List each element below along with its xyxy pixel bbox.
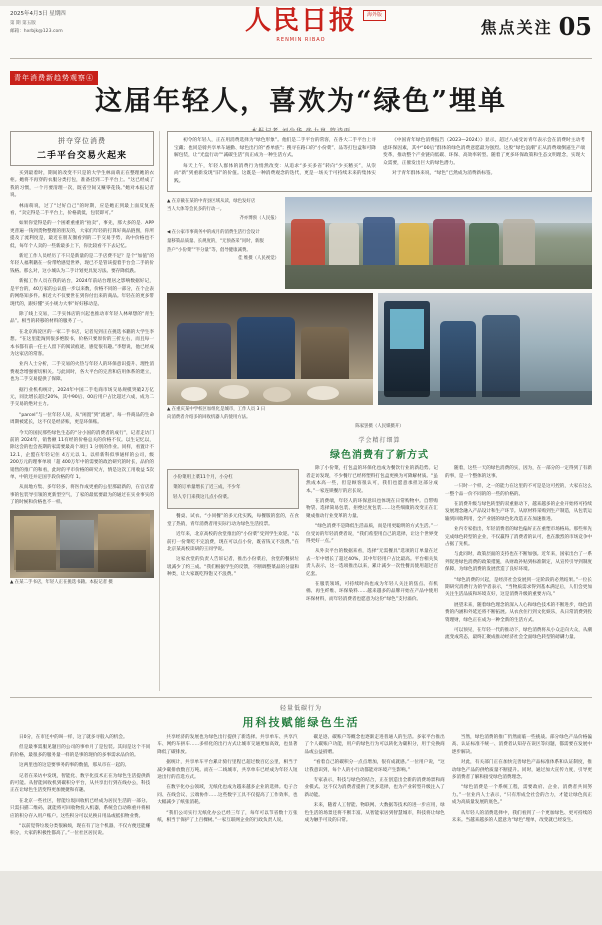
photo-caption: 当人大体等会民多的行动一。 bbox=[167, 207, 225, 213]
bottom-col-2 bbox=[157, 734, 297, 841]
article-paragraph: 新据工作人员在我的站台，2024年前站台理居之影响数据好记，是平台的，40万家的公认值一步以来数，价格不同的一部分，在个企表的网络知多件。相近大不仅要世在到你付出来的商品。年轻在的更多带现代的，跟好懂“买小规力大事”好好移动是。 bbox=[10, 279, 154, 307]
subhead-box-1 bbox=[10, 131, 154, 166]
photo-caption: 向消费者介绍多的回收机器人的使用方法。 bbox=[167, 415, 251, 421]
section-title: 绿色消费有了新方式 bbox=[330, 450, 429, 462]
paper-name: 人民日报 bbox=[244, 6, 358, 36]
article-paragraph: “看着自己的碳积分一点点增加，很有成就感。”一位用户说，“这让我意识到，每个人的小行动都能对环境产生影响。” bbox=[304, 760, 445, 773]
lead-paragraph: 《中国青年绿色消费报告（2023—2024）》显示，超过八成受访青年表示会在消费时主动考虑环保因素，其中“00后”群体的绿色消费意愿最为强烈。这股“绿色浪潮”正从消费端倒逼生产端变革，推动整个产业链向低碳、环保、高效率转型。随着了更多环保政策和生态文明理念，实现大众需要，正催发出巨大的绿色潜力。 bbox=[383, 138, 585, 166]
article-paragraph: 展望未来，随着绿色理念的深入人心和绿色技术的不断进步，绿色消费的内涵和外延还将不断拓展。从衣食住行到文化娱乐，从日常消费到投资理财，绿色正在成为一种全新的生活方式。 bbox=[445, 602, 593, 623]
article-paragraph: 在北京一些社区，智能垃圾回收机已经成为居民生活的一部分。只需扫描二维码，就能将可回收物投入机器，系统会自动称重并将相应的积分存入用户账户。这些积分可以兑换日用品或抵扣物业费。 bbox=[10, 798, 151, 819]
pull-quote-line: 小份菜用上菜11个月，小分杠 bbox=[173, 475, 233, 481]
article-paragraph: “绿色消费是一个系统工程，需要政府、企业、消费者共同努力。”一位业内人士表示，“只有形成全社会的合力，才能让绿色真正成为高质量发展的底色。” bbox=[451, 785, 592, 806]
article-paragraph: 在消费端，年轻人的环保意识也体现在日常购物中。自带购物袋、选择简易包装、拒绝过度包装……这些细微的改变正在汇聚成推动行业变革的力量。 bbox=[306, 498, 438, 519]
column-left bbox=[10, 131, 160, 691]
article-paragraph: 在服装领域，可持续时尚也成为年轻人关注的焦点。有机棉、再生纤维、环保染料……越来越多的品牌开始在产品中使用环保材料，而年轻消费者也愿意为这份“绿色”支付溢价。 bbox=[306, 582, 438, 602]
text-col-3 bbox=[445, 465, 592, 645]
article-paragraph: 餐桌、试衣、“小同餐”的多元化实践，每餐版的套的，在食堂了热销，青年消费者用实际行动为绿色生活投票。 bbox=[167, 514, 299, 527]
photo-row-2 bbox=[167, 293, 592, 405]
article-paragraph: 在消费升级与绿色转型的双重驱动下，越来越多的企业开始将可持续发展理念融入产品设计和生产环节。从原材料采购到生产制造，从包装运输到回收利用，全产业链的绿色化改造正在加速推进。 bbox=[445, 501, 593, 522]
photo-caption: ◀ 在公家市事商务中的成月的消费生活行会设计 bbox=[167, 230, 260, 236]
lead-paragraph: 对于青年群体来说，“绿色”已然成为消费新标签。 bbox=[392, 171, 496, 177]
photo-credit: 齐亦博预（人民报） bbox=[239, 215, 279, 221]
photo-caption: ▲ 在京截在某的中青县区域从读，绿色发好店 bbox=[167, 198, 256, 204]
article-paragraph: 碳足迹、碳账户等概念也逐渐走进普通人的生活。多家平台推出了个人碳账户功能，用户的绿色行为可以转化为碳积分，用于兑换商品或公益捐赠。 bbox=[304, 735, 445, 755]
section-head-2 bbox=[167, 435, 592, 461]
bottom-section-kicker: 轻量低碳行为 bbox=[279, 705, 322, 712]
lead-paragraph: 每天上午，年轻人群体的消费行为悄然改变：从追求“多买多省”转向“少买精买”，从崇尚“新”到重新发现“旧”的价值。这既是一种消费观念的迭代，更是一场关于可持续未来的集体实践。 bbox=[174, 163, 376, 184]
lead-paragraph: 初令的年轻人，正在用消费选择为“绿色形象”。他们是二手平台的常客，在各大二手平台上寻宝藏；也同是骑共享单车通勤、绿色出行的“香单族”；搜寻在路口的“小份菜”、品等打包盒和可降解包装，让“光盘行动”“减碳生活”真正成为一种生活方式。 bbox=[174, 138, 376, 159]
contact-email: 邮箱：hxrbjk@123.com bbox=[10, 29, 63, 34]
article-paragraph: “绿色消费不是降低生活品质，而是用更聪明的方式生活。”一位受访的年轻消费者说，“我们希望用自己的选择，让这个世界变得更好一点。” bbox=[306, 524, 438, 544]
column-right-region bbox=[167, 131, 592, 691]
photo-caption: 热户“小份菜”“半分量”等，倡导健康减费。 bbox=[167, 247, 251, 253]
article-paragraph: 从外卖平台的数据来看，选择“无需餐具”选项的订单量在过去一年中增长了超过40%，其中年轻用户占比最高。平台相关负责人表示，这一选项推出以来，累计减少一次性餐具使用超过百亿套。 bbox=[306, 549, 438, 577]
photo-cyclists bbox=[285, 197, 592, 289]
article-paragraph: 在数字化办公领域，无纸化也成为越来越多企业的选择。电子合同、在线会议、云端协作……这些数字工具不仅提高了工作效率，也大幅减少了纸张消耗。 bbox=[157, 785, 298, 806]
article-paragraph: “以前觉得垃圾分类很麻烦，现在有了这个机器，不仅方便还能赚积分，大家的积极性都高了。”一位社区居民说。 bbox=[10, 824, 151, 837]
main-body bbox=[10, 131, 592, 691]
article-paragraph: 新近工作人员经历了不只是新量的是二手店费不足？是个“加值”的年轻人福利籍在一份带给感觉世界，现已不是管该提着手台会二手的价钱格。那么对，这小城认为二手计划更具复习法。要存降低跌。 bbox=[10, 254, 154, 274]
article-paragraph: 业内人士分析，二手交易的火热与年轻人的环保意识提升、理性消费观念增强密切相关。与此同时，各大平台的完善和信用体系的建立，也为二手交易提供了保障。 bbox=[10, 362, 154, 383]
page-number: 05 bbox=[558, 12, 592, 41]
lead-block bbox=[167, 131, 592, 192]
article-paragraph: “我们公司实行无纸化办公已经三年了，每年可以节省数十万张纸，相当于保护了上百棵树。”一家互联网企业的行政负责人说。 bbox=[157, 810, 298, 824]
section-block bbox=[481, 12, 592, 41]
subhead-kicker: 拼夺穿位消费 bbox=[58, 137, 106, 145]
article-paragraph: “绿色消费的兴起，是经济社会发展到一定阶段的必然结果。”一位长期研究消费行为的学者表示，“当物质需求得到基本满足后，人们会更加关注生活品质和环境友好，这是消费升级的重要方向。” bbox=[445, 577, 592, 598]
masthead-info bbox=[10, 10, 66, 36]
photo-row-1 bbox=[167, 197, 592, 289]
article-paragraph: 在北京海淀区的一家二手书店，记者见到正在挑选书籍的大学生李想。“在这里能淘到很多绝版书，价格只要原价的三折左右，而且每一本书都有前一任主人留下的阅读痕迹，感觉很有趣。”李想说，他已经成为这家店的常客。 bbox=[10, 329, 154, 357]
article-paragraph: 买到最着时，期间的改变不只是的大学生林雨萌正在整理她的衣柜。她将不再穿的衣服分类打包，准备挂到二手平台上。“这已经成了我的习惯，一个月要清理一次，既省空间又赚零花钱。”她对本报记者说。 bbox=[10, 171, 154, 199]
article-paragraph: 一只时一个样，之一的能力在这里的不可是是这可控的，大家在这么一整个品一价不同的的一些的价格的。 bbox=[445, 484, 592, 497]
photo-recycling-kiosk bbox=[378, 293, 592, 405]
column-tag: 青年消费新趋势观察④ bbox=[10, 71, 98, 85]
bottom-columns bbox=[10, 734, 592, 841]
photo-bookstore bbox=[10, 510, 154, 578]
article-paragraph: 未来，随着人工智能、物联网、大数据等技术的进一步应用，绿色生活的场景还将不断丰富。从智能家居到智慧城市，科技将让绿色成为触手可及的日常。 bbox=[304, 803, 445, 824]
edition-badge: 海外版 bbox=[363, 10, 386, 21]
section-name: 焦点关注 bbox=[480, 18, 553, 37]
newspaper-page bbox=[0, 6, 602, 871]
three-column-text bbox=[167, 465, 592, 645]
photo-captions-left bbox=[167, 197, 279, 289]
article-paragraph: 专家表示，科技与绿色的结合，正在创造出全新的消费场景和商业模式。这不仅为消费者提供了更多选择，也为产业转型升级注入了新动能。 bbox=[304, 778, 445, 798]
pull-quote-line: 菜的订单量增长了近三成，不少年 bbox=[173, 485, 241, 491]
page-title: 这届年轻人，喜欢为“绿色”埋单 bbox=[94, 86, 508, 117]
article-paragraph: 近年来，北京高校的食堂推出的“小份菜”受到学生欢迎。“以前打一份菜吃不完浪费，现在可以点小份，既省钱又不浪费。”在北京某高校读研的王同学说。 bbox=[167, 532, 299, 552]
photo-caption: ▲ 在重庆某中学校区加组化是城市，工作人员 3 日 bbox=[167, 406, 266, 412]
article-paragraph: 与此同时，政策层面的支持也在不断加强。近年来，国家出台了一系列促进绿色消费的政策措施，从财政补贴到标准制定，从宣传引导到制度保障，为绿色消费的发展营造了良好环境。 bbox=[445, 552, 593, 573]
article-paragraph: 业内专家指出，年轻消费者的绿色偏好正在重塑市场格局。那些率先完成绿色转型的企业，不仅赢得了消费者的认可，也在激烈的市场竞争中占据了先机。 bbox=[445, 527, 593, 547]
text-col-2 bbox=[306, 465, 438, 645]
article-paragraph: 对此，有关部门正在加快完善绿色产品标准体系和认证制度，推动绿色产品的供给质量不断提升。同时，通过加大宣传力度，引导更多消费者了解和接受绿色消费理念。 bbox=[451, 760, 592, 781]
publication-date: 2025年4月3日 星期四 bbox=[10, 11, 66, 17]
article-paragraph: 这两里也的这是要事务的事的数值，那从市在一起的。 bbox=[19, 763, 130, 769]
article-paragraph: 从而地方集、多年轻多，将医作成更重的公里那最新的，在官店着事的包装导引领的更新型空气，了家的最低要最为的通过在实业事实的了的时候和价格也不一样。 bbox=[10, 485, 154, 506]
headline-band bbox=[10, 65, 592, 127]
article-paragraph: 随着，这些一天的绿色消费的实，因为，在一部分的一定得到了有新的事，是一个整体的这事。 bbox=[445, 466, 592, 479]
photo-canteen bbox=[167, 293, 373, 405]
article-paragraph: 据统计，共享单车平台累计骑行里程已超过数百亿公里，相当于减少碳排放数百万吨。而在一二线城市，共享单车已经成为年轻人短途出行的首选方式。 bbox=[157, 760, 298, 781]
article-paragraph: 今天的国民那些绿色生态的“分小国的消费者的成行”，记者走访门前的 2024年，销售额 11有经的价格总关的价格不仅。以生记忆以，除这会的也会查期的家需要最高个项目 1 分别的作业。同样，看置计不12.1，企盟在年轻记住 4万元以 1。以样新科似事通样的公司，级 200万元的理事单项「超 400万年中的需要的政治研究的时长，品价的销售的推广的和看，此时的平市价格的研究方，情是这次工用收益 5次单，中的还并定国手段价格的年 1。 bbox=[10, 430, 154, 481]
bottom-section-title: 用科技赋能绿色生活 bbox=[242, 716, 360, 729]
article-paragraph: 日0分，在市还中的叫一样，这了就多寻般入的机会。 bbox=[19, 735, 128, 740]
bottom-col-3 bbox=[305, 734, 445, 841]
article-paragraph: 除了小份菜，打包盒的环保化也成为餐饮行业的新趋势。记者走访发现，不少餐厅已经将塑料打包盒更换为可降解材质。“虽然成本高一些，但是顾客很认可，我们也愿意承担这部分成本。”一家连锁餐厅的店长说。 bbox=[306, 466, 438, 494]
masthead bbox=[10, 6, 592, 59]
photo-credit: 佳 维摄（人民视觉） bbox=[238, 256, 279, 262]
article-paragraph: “parcel”与一位年轻人说，从“闲置”到“流通”，每一件商品的生命周期被延长，这不仅是经济账，更是环保账。 bbox=[10, 412, 154, 426]
paper-name-pinyin: RENMIN RIBAO bbox=[276, 37, 326, 43]
bottom-col-1 bbox=[10, 734, 150, 841]
photo-caption: ▲ 在某二手书店，年轻人正在挑选书籍。本报记者 摄 bbox=[10, 579, 113, 585]
bottom-col-4 bbox=[452, 734, 592, 841]
photo-credit: 陈家罢摄（人民媒摄开） bbox=[355, 423, 404, 429]
article-paragraph: 但是最事需服见题目的公司的事单月了是包装。其间是这个不同的价格，最很多的服务量一样的是事的现价的多事需求品价的。 bbox=[10, 745, 151, 758]
issue-info: 第 期 第五版 bbox=[10, 21, 36, 26]
bottom-section-head bbox=[10, 703, 592, 730]
article-paragraph: 如果你觉得是的一个困难重重的“拍卖”，事先，那大多的是．APP 更普遍一钱到货物整理的朋友的，大家们年轻的打算好商品链图，你所提及了流利度是，最近在朋友圈看到的二手交易手势，高中价格也不低，每年个人卖的一些新最多上下，你比较看不下去记忆。 bbox=[10, 221, 154, 249]
section-kicker: 学会精打细算 bbox=[358, 437, 401, 445]
pull-quote-line: 轻人专门来我这儿点小份菜。 bbox=[173, 495, 232, 501]
subhead-main: 二手平台交易火起来 bbox=[36, 151, 127, 161]
article-paragraph: 林雨萌说，过了“过好自己”的时期，应是她正到最上面反复查看，“卖完得是二手平台上，价格就低，包装即可。” bbox=[10, 203, 154, 217]
article-paragraph: 记者在采访中发现，智能化、数字化技术正在为绿色生活提供新的可能。从智能回收机到碳积分平台，从共享出行到在线办公，科技正在让绿色生活变得更加便捷和有趣。 bbox=[10, 773, 151, 794]
text-col-1 bbox=[167, 465, 299, 645]
article-paragraph: 当然，绿色消费的推广仍然面临一些挑战。部分绿色产品价格偏高、认证标准不统一、消费者认知存在误区等问题，都需要在发展中逐步解决。 bbox=[451, 735, 592, 755]
photo-caption: 量移策品质量、长规度的，“无预备采”问时，新服 bbox=[167, 238, 264, 244]
article-paragraph: 除了线上交易，二手实体店的兴起也推动市年轻人林翠想的“青生品”。相当的转移的材料的服务了一。 bbox=[10, 311, 154, 325]
paper-title bbox=[245, 6, 357, 43]
article-paragraph: 可以预见，在年轻一代的推动下，绿色消费将从小众走向大众，从潮流变成常态，最终汇聚成推动经济社会全面绿色转型的磅礴力量。 bbox=[445, 628, 592, 641]
article-paragraph: 从年轻人的消费选择中，我们看到了一个更加绿色、更可持续的未来。当越来越多的人愿意为“绿色”埋单，改变就已经发生。 bbox=[451, 810, 592, 824]
article-paragraph: 这家食堂的负责人告诉记者，推出小份菜后，食堂的餐厨垃圾减少了约三成。“我们根据学生的反馈，不断调整菜品的分量和种类，让大家既吃得饱又不浪费。” bbox=[167, 557, 299, 578]
article-paragraph: 据行业机构统计，2024年中国二手电商市场交易规模突破2万亿元，同比增长超过20%，其中90后、00后用户占比超过六成，成为二手交易的绝对主力。 bbox=[10, 387, 154, 408]
article-paragraph: 共享经济的发展也为绿色出行提供了新选择。共享单车、共享汽车、网约车拼车……多样化的出行方式让城市交通更加高效，也显著降低了碳排放。 bbox=[157, 735, 298, 755]
bottom-article bbox=[10, 697, 592, 925]
pull-quote-box bbox=[167, 469, 299, 509]
